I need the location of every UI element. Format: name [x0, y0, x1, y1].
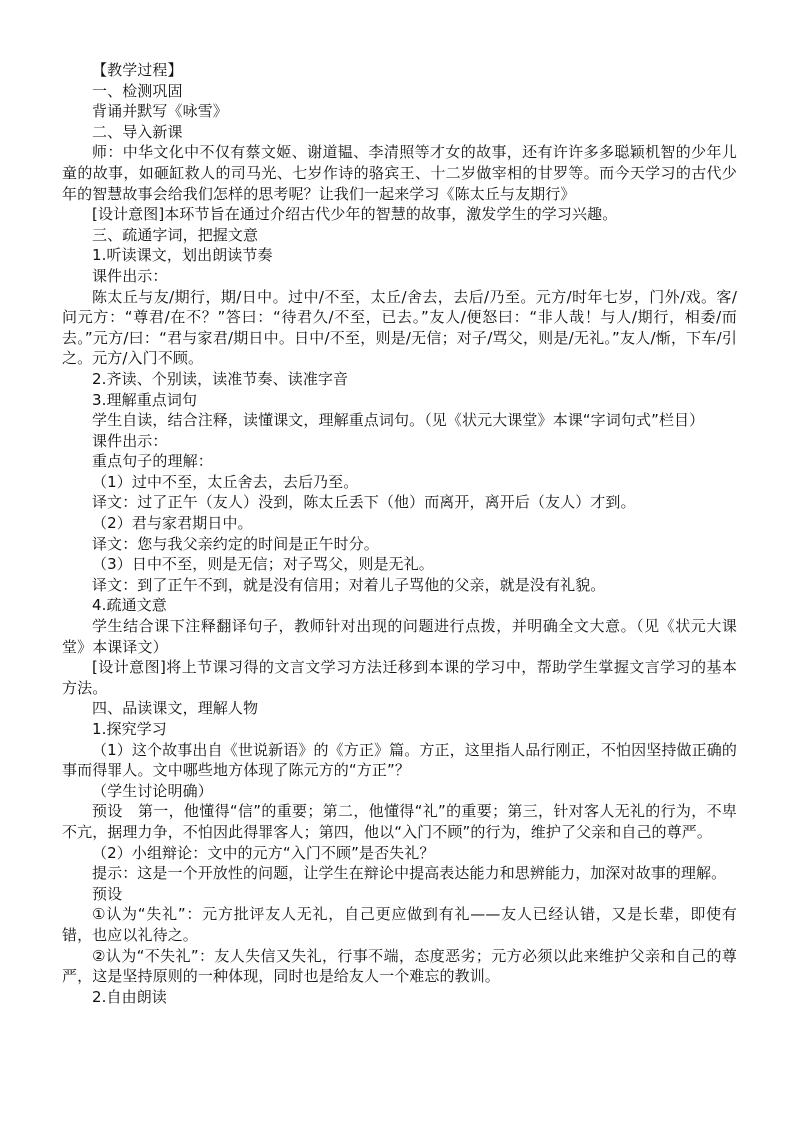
key-sentence: （3）日中不至，则是无信；对子骂父，则是无礼。 [92, 555, 434, 574]
design-intent-note: [设计意图]本环节旨在通过介绍古代少年的智慧的故事，激发学生的学习兴趣。 [92, 205, 618, 224]
subsection-heading: 3.理解重点词句 [92, 390, 198, 409]
subsection-heading: 1.探究学习 [92, 720, 167, 738]
section-heading-character-analysis: 四、品读课文，理解人物 [92, 699, 259, 718]
subsection-heading: 2.自由朗读 [92, 987, 167, 1006]
preset-answer: ②认为“不失礼”：友人失信又失礼，行事不端，态度恶劣；元方必须以此来维护父亲和自己的尊严，这是坚持原则的一种体现，同时也是给友人一个难忘的教训。 [62, 946, 737, 986]
paragraph: 重点句子的理解： [92, 452, 213, 471]
section-heading-introduction: 二、导入新课 [92, 122, 183, 141]
paragraph: 师：中华文化中不仅有蔡文姬、谢道韫、李清照等才女的故事，还有许许多多聪颖机智的少年儿童的故事，如砸缸救人的司马光、七岁作诗的骆宾王、十二岁做宰相的甘罗等。而今天学习的古代少年的智慧故事会给我们怎样的思考呢？让我们一起来学习《陈太丘与友期行》 [62, 143, 737, 203]
subsection-heading: 4.疏通文意 [92, 596, 167, 615]
key-sentence: （2）君与家君期日中。 [92, 514, 253, 533]
paragraph: （1）这个故事出自《世说新语》的《方正》篇。方正，这里指人品行刚正，不怕因坚持做正确的事而得罪人。文中哪些地方体现了陈元方的“方正”？ [62, 740, 737, 780]
translation: 译文：您与我父亲约定的时间是正午时分。 [92, 534, 379, 553]
paragraph: 学生结合课下注释翻译句子，教师针对出现的问题进行点拨，并明确全文大意。（见《状元大课堂》本课译文） [62, 617, 737, 656]
document-page [62, 60, 737, 1007]
classical-text-rhythm: 陈太丘与友/期行，期/日中。过中/不至，太丘/舍去，去后/乃至。元方/时年七岁，门外/戏。客/问元方：“尊君/在不？”答曰：“待君久/不至，已去。”友人/便怒曰：“非人哉！与人/期行，相委/而去。”元方/曰：“君与家君/期日中。日中/不至，则是/无信；对子/骂父，则是/无礼。”友人/惭，下车/引之。元方/入门不顾。 [62, 287, 737, 368]
hint: 提示：这是一个开放性的问题，让学生在辩论中提高表达能力和思辨能力，加深对故事的理解。 [92, 864, 727, 883]
section-heading-vocabulary: 三、疏通字词，把握文意 [92, 225, 259, 244]
section-heading-review: 一、检测巩固 [92, 81, 183, 100]
subsection-heading: 2.齐读、个别读，读准节奏、读准字音 [92, 369, 349, 388]
translation: 译文：过了正午（友人）没到，陈太丘丢下（他）而离开，离开后（友人）才到。 [92, 493, 636, 512]
paragraph: 课件出示： [92, 266, 168, 285]
translation: 译文：到了正午不到，就是没有信用；对着儿子骂他的父亲，就是没有礼貌。 [92, 575, 606, 594]
paragraph: 背诵并默写《咏雪》 [92, 102, 228, 121]
design-intent-note: [设计意图]将上节课习得的文言文学习方法迁移到本课的学习中，帮助学生掌握文言学习的基本方法。 [62, 658, 737, 697]
preset-answer: 预设 第一，他懂得“信”的重要；第二，他懂得“礼”的重要；第三，针对客人无礼的行为，不卑不亢，据理力争，不怕因此得罪客人；第四，他以“入门不顾”的行为，维护了父亲和自己的尊严。 [62, 802, 737, 841]
subsection-heading: 1.听读课文，划出朗读节奏 [92, 246, 273, 265]
section-heading-teaching-process: 【教学过程】 [92, 61, 183, 79]
paragraph: （学生讨论明确） [92, 781, 213, 800]
paragraph: （2）小组辩论：文中的元方“入门不顾”是否失礼？ [92, 843, 435, 862]
paragraph: 预设 [92, 884, 123, 903]
paragraph: 课件出示： [92, 431, 168, 450]
paragraph: 学生自读，结合注释，读懂课文，理解重点词句。（见《状元大课堂》本课“字词句式”栏目） [92, 411, 705, 430]
key-sentence: （1）过中不至，太丘舍去，去后乃至。 [92, 472, 359, 491]
preset-answer: ①认为“失礼”：元方批评友人无礼，自己更应做到有礼——友人已经认错，又是长辈，即使有错，也应以礼待之。 [62, 905, 737, 944]
